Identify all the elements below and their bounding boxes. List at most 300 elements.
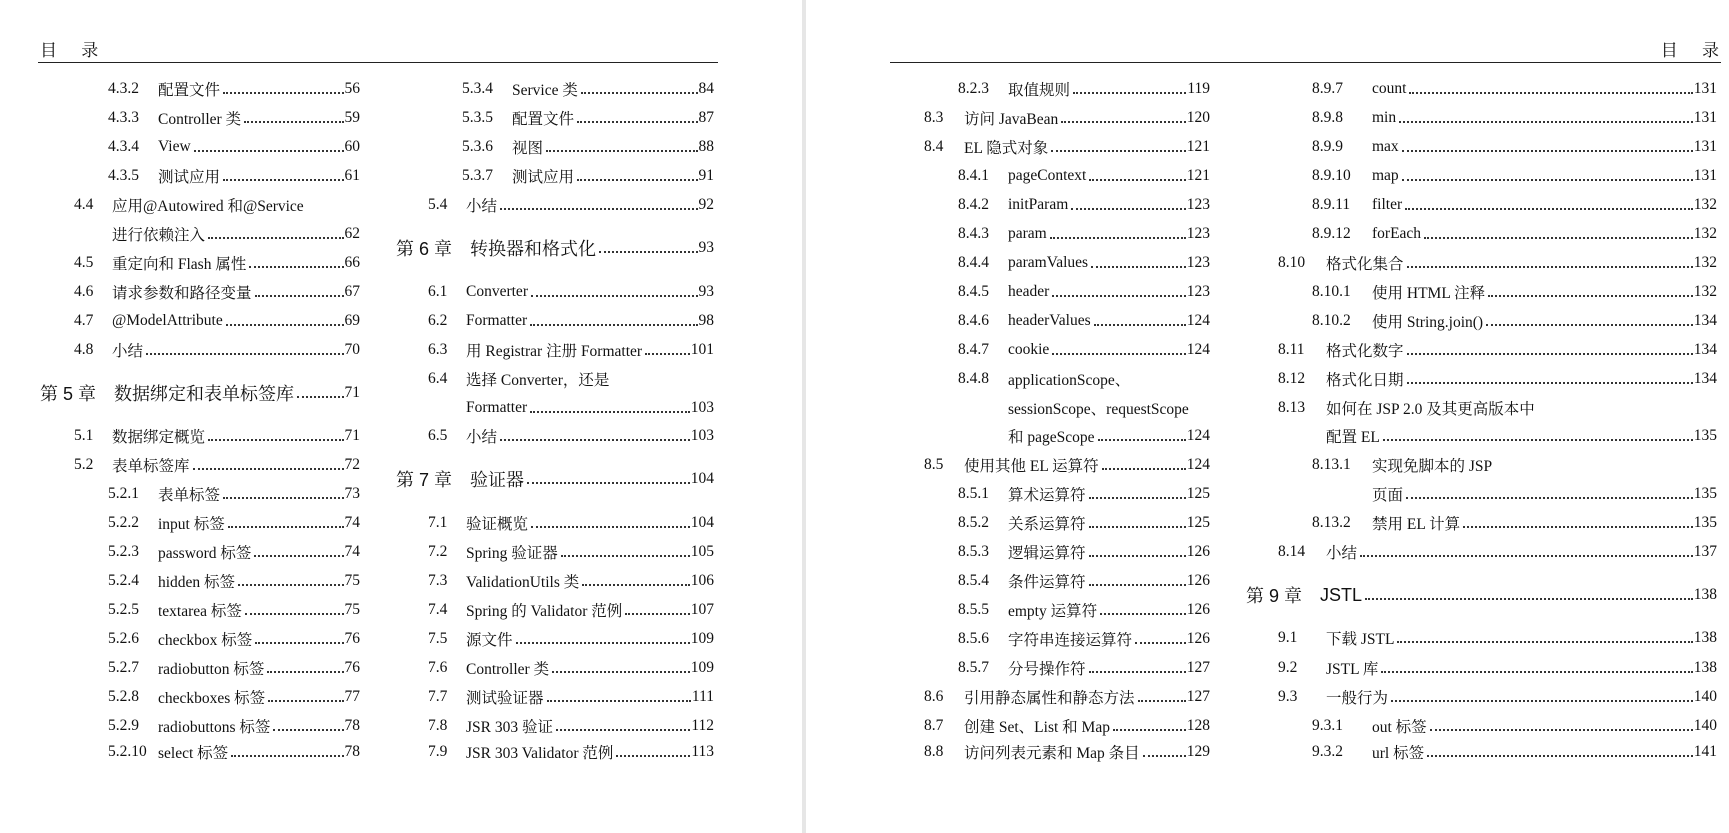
toc-number: 8.5	[924, 456, 944, 473]
dot-leader	[1113, 729, 1186, 731]
toc-title: textarea 标签	[158, 603, 242, 620]
toc-entry	[428, 423, 714, 449]
toc-number: 8.4.3	[958, 225, 989, 242]
toc-entry	[1312, 452, 1492, 478]
toc-title: forEach	[1372, 225, 1422, 242]
toc-page-number: 123	[1186, 254, 1210, 271]
dot-leader	[500, 208, 697, 210]
toc-title: Formatter	[466, 399, 528, 416]
toc-number: 5.3.5	[462, 109, 493, 126]
toc-entry	[108, 481, 360, 507]
toc-page-number: 62	[344, 225, 360, 242]
toc-number: 8.5.2	[958, 514, 989, 531]
dot-leader	[625, 613, 689, 615]
toc-entry	[1326, 423, 1717, 449]
toc-number: 7.4	[428, 601, 448, 618]
toc-title: param	[1008, 225, 1047, 242]
toc-title: JSTL 库	[1326, 661, 1379, 678]
toc-number: 第 6 章	[396, 239, 453, 259]
toc-title: 格式化集合	[1326, 256, 1404, 273]
toc-title: 配置 EL	[1326, 429, 1380, 446]
toc-number: 9.1	[1278, 629, 1298, 646]
toc-title: count	[1372, 80, 1407, 97]
toc-title: checkboxes 标签	[158, 690, 266, 707]
toc-title: radiobuttons 标签	[158, 719, 271, 736]
toc-page-number: 56	[344, 80, 360, 97]
toc-title: url 标签	[1372, 745, 1425, 762]
toc-title: JSR 303 Validator 范例	[466, 745, 614, 762]
toc-entry	[958, 221, 1210, 247]
toc-title: 小结	[466, 198, 498, 215]
toc-number: 8.4	[924, 138, 944, 155]
dot-leader	[581, 92, 698, 94]
toc-title: 算术运算符	[1008, 487, 1086, 504]
toc-title: 使用 String.join()	[1372, 314, 1484, 331]
toc-entry	[1312, 739, 1717, 765]
toc-page-number: 120	[1186, 109, 1210, 126]
toc-number: 8.13	[1278, 399, 1306, 416]
toc-title: cookie	[1008, 341, 1050, 358]
dot-leader	[1094, 324, 1186, 326]
toc-number: 8.9.8	[1312, 109, 1343, 126]
toc-title: 一般行为	[1326, 690, 1389, 707]
dot-leader	[254, 555, 343, 557]
toc-entry	[462, 105, 714, 131]
toc-number: 8.10.2	[1312, 312, 1351, 329]
toc-entry	[924, 105, 1210, 131]
toc-entry	[1278, 395, 1535, 421]
dot-leader	[1138, 700, 1186, 702]
dot-leader	[208, 237, 343, 239]
dot-leader	[228, 526, 344, 528]
toc-entry	[1312, 76, 1717, 102]
toc-number: 9.3	[1278, 688, 1298, 705]
toc-number: 8.10.1	[1312, 283, 1351, 300]
toc-title: 访问列表元素和 Map 条目	[964, 745, 1140, 762]
toc-page-number: 141	[1693, 743, 1717, 760]
toc-number: 8.4.6	[958, 312, 989, 329]
left-page	[0, 0, 802, 833]
toc-page-number: 87	[698, 109, 714, 126]
toc-number: 8.13.1	[1312, 456, 1351, 473]
toc-page-number: 135	[1693, 485, 1717, 502]
toc-title: 进行依赖注入	[112, 227, 206, 244]
toc-entry	[1312, 105, 1717, 131]
toc-entry	[1312, 713, 1717, 739]
toc-title: 验证概览	[466, 516, 529, 533]
toc-title: EL 隐式对象	[964, 140, 1049, 157]
toc-page-number: 127	[1186, 688, 1210, 705]
toc-number: 8.9.9	[1312, 138, 1343, 155]
toc-page-number: 69	[344, 312, 360, 329]
toc-number: 5.1	[74, 427, 94, 444]
dot-leader	[1486, 324, 1693, 326]
toc-title: 引用静态属性和静态方法	[964, 690, 1135, 707]
toc-number: 4.4	[74, 196, 94, 213]
toc-page-number: 121	[1186, 167, 1210, 184]
toc-entry	[108, 568, 360, 594]
dot-leader	[1098, 439, 1186, 441]
toc-number: 9.2	[1278, 659, 1298, 676]
toc-title: password 标签	[158, 545, 252, 562]
toc-entry	[958, 481, 1210, 507]
toc-title: 小结	[112, 343, 144, 360]
dot-leader	[1091, 266, 1186, 268]
toc-title: checkbox 标签	[158, 632, 253, 649]
toc-entry	[74, 337, 360, 363]
toc-entry	[1278, 337, 1717, 363]
toc-entry	[958, 76, 1210, 102]
toc-entry	[1278, 684, 1717, 710]
dot-leader	[226, 324, 344, 326]
toc-page-number: 109	[690, 659, 714, 676]
dot-leader	[527, 482, 690, 484]
toc-number: 6.1	[428, 283, 448, 300]
toc-page-number: 113	[691, 743, 714, 760]
toc-entry	[108, 655, 360, 681]
toc-page-number: 126	[1186, 572, 1210, 589]
toc-entry	[428, 684, 714, 710]
toc-page-number: 129	[1186, 743, 1210, 760]
toc-number: 5.2.10	[108, 743, 147, 760]
toc-entry	[958, 539, 1210, 565]
toc-entry	[462, 134, 714, 160]
toc-entry	[108, 105, 360, 131]
toc-title: 实现免脚本的 JSP	[1372, 458, 1493, 475]
toc-title: JSTL	[1320, 584, 1363, 605]
toc-number: 8.5.6	[958, 630, 989, 647]
toc-title: 下载 JSTL	[1326, 631, 1395, 648]
toc-number: 7.7	[428, 688, 448, 705]
toc-entry	[108, 739, 360, 765]
toc-title: 小结	[1326, 545, 1358, 562]
toc-page-number: 101	[690, 341, 714, 358]
toc-number: 4.3.2	[108, 80, 139, 97]
toc-title: initParam	[1008, 196, 1069, 213]
toc-title: 字符串连接运算符	[1008, 632, 1133, 649]
toc-number: 6.2	[428, 312, 448, 329]
dot-leader	[238, 584, 343, 586]
toc-page-number: 75	[344, 572, 360, 589]
toc-number: 5.2.3	[108, 543, 139, 560]
toc-title: 转换器和格式化	[470, 239, 597, 259]
dot-leader	[1089, 179, 1185, 181]
dot-leader	[582, 584, 690, 586]
dot-leader	[1073, 92, 1186, 94]
toc-chapter-entry	[396, 235, 714, 261]
dot-leader	[1360, 555, 1693, 557]
toc-page-number: 126	[1186, 601, 1210, 618]
toc-title: radiobutton 标签	[158, 661, 265, 678]
toc-entry	[958, 279, 1210, 305]
toc-number: 8.4.8	[958, 370, 989, 387]
toc-number: 5.2.2	[108, 514, 139, 531]
toc-page-number: 134	[1693, 341, 1717, 358]
toc-page-number: 76	[344, 659, 360, 676]
toc-page-number: 112	[691, 717, 714, 734]
dot-leader	[245, 613, 344, 615]
toc-entry	[1312, 221, 1717, 247]
toc-number: 8.11	[1278, 341, 1305, 358]
toc-title: map	[1372, 167, 1399, 184]
toc-title: Converter	[466, 283, 528, 300]
toc-title: 格式化日期	[1326, 372, 1404, 389]
toc-entry	[1312, 308, 1717, 334]
toc-entry	[462, 163, 714, 189]
dot-leader	[1463, 526, 1693, 528]
toc-entry	[958, 510, 1210, 536]
dot-leader	[1089, 497, 1186, 499]
toc-entry	[1312, 279, 1717, 305]
toc-page-number: 66	[344, 254, 360, 271]
toc-title: input 标签	[158, 516, 225, 533]
dot-leader	[1488, 295, 1693, 297]
toc-page-number: 138	[1693, 659, 1717, 676]
toc-number: 8.4.5	[958, 283, 989, 300]
toc-number: 8.9.10	[1312, 167, 1351, 184]
toc-entry	[108, 626, 360, 652]
toc-number: 5.2.6	[108, 630, 139, 647]
dot-leader	[146, 353, 343, 355]
toc-entry	[958, 308, 1210, 334]
toc-page-number: 77	[344, 688, 360, 705]
toc-number: 7.3	[428, 572, 448, 589]
dot-leader	[530, 324, 697, 326]
toc-page-number: 60	[344, 138, 360, 155]
dot-leader	[547, 700, 691, 702]
toc-page-number: 72	[344, 456, 360, 473]
toc-page-number: 123	[1186, 225, 1210, 242]
toc-title: 测试验证器	[466, 690, 544, 707]
toc-title: View	[158, 138, 191, 155]
dot-leader	[1406, 497, 1693, 499]
toc-number: 6.4	[428, 370, 448, 387]
toc-page-number: 121	[1186, 138, 1210, 155]
dot-leader	[1089, 526, 1186, 528]
toc-page-number: 131	[1693, 80, 1717, 97]
toc-title: 源文件	[466, 632, 513, 649]
toc-title: 表单标签库	[112, 458, 190, 475]
dot-leader	[1089, 584, 1186, 586]
toc-title: Controller 类	[158, 111, 242, 128]
toc-number: 7.9	[428, 743, 448, 760]
toc-title: empty 运算符	[1008, 603, 1098, 620]
toc-page-number: 61	[344, 167, 360, 184]
toc-number: 8.9.11	[1312, 196, 1351, 213]
dot-leader	[1052, 353, 1185, 355]
toc-number: 7.8	[428, 717, 448, 734]
toc-number: 5.2.7	[108, 659, 139, 676]
dot-leader	[500, 439, 690, 441]
dot-leader	[1407, 353, 1693, 355]
toc-number: 8.6	[924, 688, 944, 705]
dot-leader	[223, 92, 343, 94]
toc-number: 5.3.6	[462, 138, 493, 155]
toc-title: 配置文件	[158, 82, 221, 99]
toc-page-number: 104	[690, 514, 714, 531]
toc-number: 8.4.1	[958, 167, 989, 184]
toc-page-number: 111	[691, 688, 714, 705]
toc-entry	[74, 423, 360, 449]
toc-number: 6.3	[428, 341, 448, 358]
toc-page-number: 127	[1186, 659, 1210, 676]
toc-entry	[958, 597, 1210, 623]
toc-title: 表单标签	[158, 487, 221, 504]
toc-entry	[958, 366, 1130, 392]
toc-chapter-entry	[40, 380, 360, 406]
toc-entry	[958, 568, 1210, 594]
toc-page-number: 125	[1186, 485, 1210, 502]
toc-title: 格式化数字	[1326, 343, 1404, 360]
toc-page-number: 109	[690, 630, 714, 647]
toc-title: Formatter	[466, 312, 528, 329]
toc-number: 5.2.1	[108, 485, 139, 502]
toc-number: 8.5.7	[958, 659, 989, 676]
dot-leader	[616, 755, 690, 757]
dot-leader	[273, 729, 343, 731]
dot-leader	[231, 755, 343, 757]
dot-leader	[1430, 729, 1693, 731]
toc-page-number: 59	[344, 109, 360, 126]
header-rule	[38, 62, 718, 63]
dot-leader	[599, 251, 697, 253]
toc-title: 页面	[1372, 487, 1404, 504]
toc-page-number: 71	[344, 427, 360, 444]
toc-page-number: 107	[690, 601, 714, 618]
toc-page-number: 125	[1186, 514, 1210, 531]
toc-number: 5.2.5	[108, 601, 139, 618]
toc-page-number: 128	[1186, 717, 1210, 734]
toc-number: 6.5	[428, 427, 448, 444]
toc-title: 条件运算符	[1008, 574, 1086, 591]
toc-number: 7.2	[428, 543, 448, 560]
toc-page-number: 134	[1693, 370, 1717, 387]
toc-entry	[108, 684, 360, 710]
toc-page-number: 76	[344, 630, 360, 647]
toc-number: 8.8	[924, 743, 944, 760]
toc-number: 8.4.2	[958, 196, 989, 213]
dot-leader	[516, 642, 690, 644]
page-header: 目 录	[40, 41, 109, 60]
toc-entry	[428, 510, 714, 536]
toc-page-number: 88	[698, 138, 714, 155]
dot-leader	[1407, 266, 1693, 268]
toc-page-number: 132	[1693, 283, 1717, 300]
dot-leader	[255, 642, 343, 644]
toc-entry	[1278, 625, 1717, 651]
toc-number: 5.2.4	[108, 572, 139, 589]
toc-title: 使用其他 EL 运算符	[964, 458, 1099, 475]
dot-leader	[556, 729, 690, 731]
dot-leader	[531, 295, 698, 297]
dot-leader	[1402, 150, 1693, 152]
toc-entry	[1278, 655, 1717, 681]
toc-page-number: 123	[1186, 196, 1210, 213]
toc-title: header	[1008, 283, 1050, 300]
toc-entry	[108, 76, 360, 102]
dot-leader	[1383, 439, 1693, 441]
toc-entry	[74, 279, 360, 305]
dot-leader	[249, 266, 343, 268]
toc-page-number: 138	[1693, 629, 1717, 646]
toc-page-number: 93	[698, 283, 714, 300]
dot-leader	[223, 497, 343, 499]
toc-entry	[428, 279, 714, 305]
toc-page-number: 119	[1187, 80, 1210, 97]
toc-number: 第 5 章	[40, 384, 97, 404]
dot-leader	[1391, 700, 1693, 702]
toc-number: 第 9 章	[1246, 586, 1303, 606]
toc-number: 8.12	[1278, 370, 1306, 387]
toc-title: JSR 303 验证	[466, 719, 553, 736]
toc-entry	[108, 597, 360, 623]
toc-page-number: 74	[344, 514, 360, 531]
toc-number: 4.3.5	[108, 167, 139, 184]
toc-page-number: 134	[1693, 312, 1717, 329]
toc-entry	[1278, 366, 1717, 392]
toc-entry	[924, 134, 1210, 160]
toc-page-number: 70	[344, 341, 360, 358]
toc-number: 8.4.7	[958, 341, 989, 358]
toc-page-number: 71	[344, 384, 360, 401]
toc-number: 5.3.7	[462, 167, 493, 184]
toc-page-number: 132	[1693, 225, 1717, 242]
toc-entry	[462, 76, 714, 102]
toc-number: 8.7	[924, 717, 944, 734]
toc-number: 4.3.3	[108, 109, 139, 126]
dot-leader	[208, 439, 343, 441]
dot-leader	[1409, 92, 1692, 94]
dot-leader	[268, 700, 343, 702]
dot-leader	[531, 526, 690, 528]
toc-title: 用 Registrar 注册 Formatter	[466, 343, 643, 360]
toc-title: 使用 HTML 注释	[1372, 285, 1486, 302]
dot-leader	[223, 179, 343, 181]
dot-leader	[577, 179, 697, 181]
page-header: 目 录	[1660, 41, 1729, 60]
toc-title: Controller 类	[466, 661, 550, 678]
toc-page-number: 124	[1186, 341, 1210, 358]
dot-leader	[1365, 598, 1693, 600]
toc-title: 禁用 EL 计算	[1372, 516, 1461, 533]
toc-entry	[958, 626, 1210, 652]
toc-entry	[1008, 423, 1210, 449]
toc-number: 8.3	[924, 109, 944, 126]
toc-title: 重定向和 Flash 属性	[112, 256, 247, 273]
dot-leader	[1424, 237, 1693, 239]
dot-leader	[1051, 150, 1186, 152]
toc-entry	[428, 626, 714, 652]
toc-title: 数据绑定和表单标签库	[114, 384, 295, 404]
toc-title: 数据绑定概览	[112, 429, 206, 446]
dot-leader	[1405, 208, 1693, 210]
toc-number: 4.6	[74, 283, 94, 300]
toc-page-number: 67	[344, 283, 360, 300]
toc-entry	[1312, 192, 1717, 218]
dot-leader	[1407, 382, 1693, 384]
dot-leader	[1071, 208, 1185, 210]
toc-title: 分号操作符	[1008, 661, 1086, 678]
toc-entry	[74, 192, 304, 218]
toc-entry	[924, 739, 1210, 765]
toc-title: select 标签	[158, 745, 229, 762]
toc-page-number: 98	[698, 312, 714, 329]
toc-entry	[108, 713, 360, 739]
toc-entry	[428, 366, 609, 392]
toc-page-number: 140	[1693, 688, 1717, 705]
toc-number: 8.13.2	[1312, 514, 1351, 531]
toc-entry	[108, 539, 360, 565]
